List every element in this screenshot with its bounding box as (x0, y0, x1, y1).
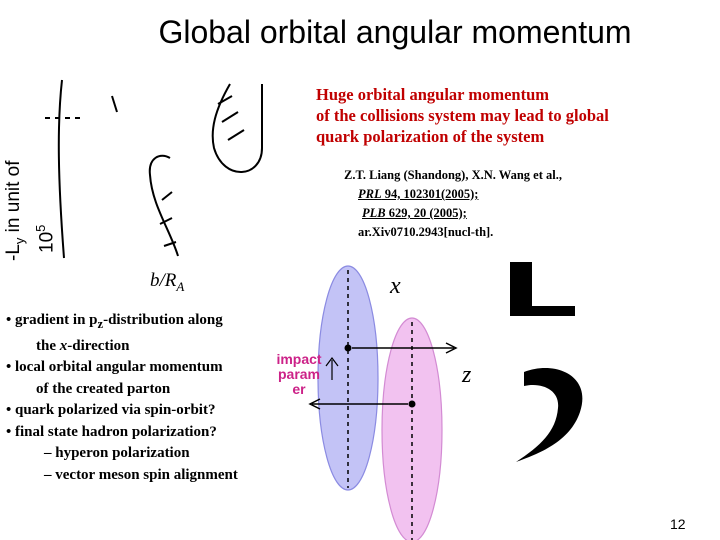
statement-line: of the collisions system may lead to global (316, 106, 609, 125)
bullet-list (6, 310, 306, 486)
plot-outer-curve (213, 84, 262, 172)
vorticity-plot (45, 80, 262, 258)
axis-glyphs (510, 262, 582, 462)
plot-left-curve (59, 80, 64, 258)
ref-authors: Z.T. Liang (Shandong), X.N. Wang et al., (344, 168, 562, 182)
plot-inner-curve (150, 156, 178, 256)
orbital-momentum-statement (316, 84, 706, 147)
impact-parameter-label: impact param er (276, 351, 322, 397)
page-number: 12 (670, 516, 686, 532)
z-axis-label: z (462, 362, 472, 388)
bullet-vector-meson: – vector meson spin alignment (44, 466, 238, 483)
collision-diagram (310, 266, 456, 540)
statement-line: quark polarization of the system (316, 127, 545, 146)
bullet-gradient-cont: the x-direction (36, 337, 130, 354)
ylabel-line2: $10^5$ (32, 224, 58, 253)
axis-corner-glyph (510, 262, 575, 316)
rotation-arrow-glyph (516, 368, 582, 462)
nucleus-center-blue (345, 345, 352, 352)
ref-prl[interactable]: PRL 94, 102301(2005); (358, 187, 479, 201)
bullet-final-state: • final state hadron polarization? (6, 423, 217, 440)
bullet-gradient: • gradient in $p_z$-distribution along (6, 312, 223, 331)
bullet-local-momentum: • local orbital angular momentum (6, 359, 223, 375)
statement-line: Huge orbital angular momentum (316, 85, 549, 104)
bullet-hyperon: – hyperon polarization (44, 445, 190, 461)
bullet-local-momentum-cont: of the created parton (36, 380, 171, 397)
ylabel-line1: $-L_y$ in unit of (3, 160, 27, 261)
slide-title: Global orbital angular momentum (158, 14, 632, 50)
ref-plb[interactable]: PLB 629, 20 (2005); (362, 206, 467, 220)
nucleus-center-pink (409, 401, 416, 408)
x-axis-label: x (390, 273, 401, 299)
ref-arxiv: ar.Xiv0710.2943[nucl-th]. (358, 225, 494, 239)
plot-xlabel: $b/R_A$ (150, 270, 185, 294)
references (344, 166, 704, 242)
bullet-quark-polarized: • quark polarized via spin-orbit? (6, 402, 216, 418)
